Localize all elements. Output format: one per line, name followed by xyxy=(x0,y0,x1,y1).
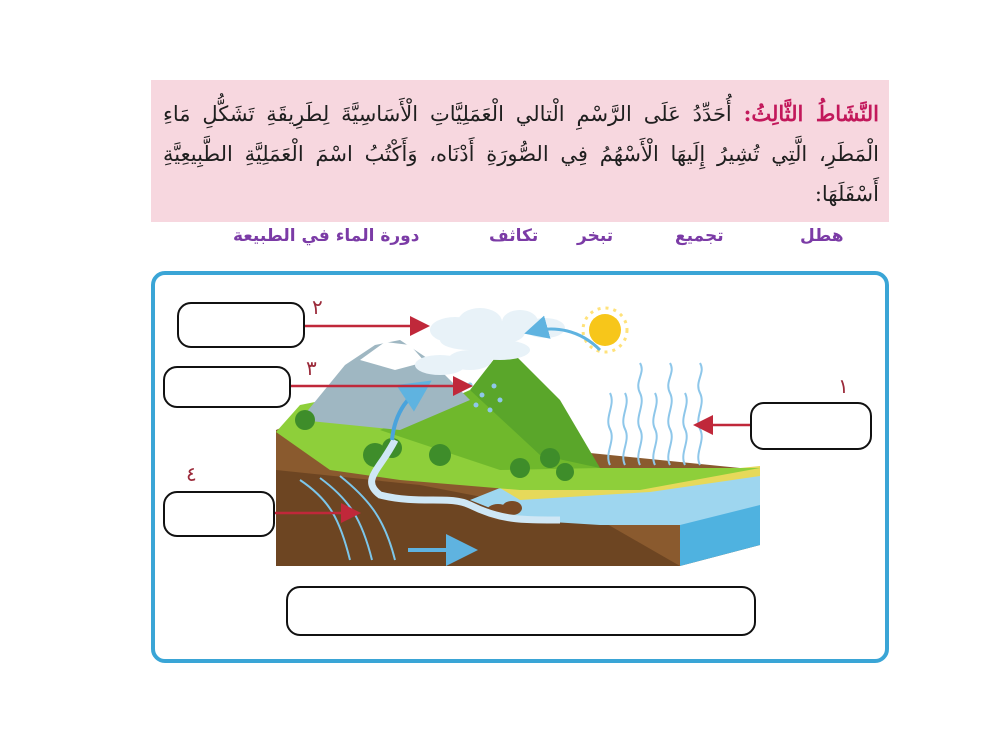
word-bank-item-water-cycle[interactable]: دورة الماء في الطبيعة xyxy=(233,226,420,246)
answer-box-3[interactable] xyxy=(163,366,291,408)
activity-text: أُحَدِّدُ عَلَى الرَّسْمِ الْتالي الْعَمَلِيَّاتِ الْأَسَاسِيَّةَ لِطَرِيقَةِ تَشَكُّلِ مَاءِ الْمَطَرِ، الَّتِي تُشِيرُ إِلَيهَا الْأَسْهُمُ فِي الصُّورَةِ أَدْنَاه، وَأَكْتُبُ اسْمَ الْعَمَلِيَّةِ الطَّبِيعِيَّةِ أَسْفَلَهَا: xyxy=(163,102,879,206)
answer-box-2[interactable] xyxy=(177,302,305,348)
answer-box-1[interactable] xyxy=(750,402,872,450)
word-bank-item-evaporation[interactable]: تبخر xyxy=(577,226,614,246)
answer-box-title[interactable] xyxy=(286,586,756,636)
evaporation-waves xyxy=(608,363,701,465)
label-number-3: ٣ xyxy=(306,356,317,380)
word-bank-item-collection[interactable]: تجميع xyxy=(675,226,724,246)
sun-icon xyxy=(589,314,621,346)
word-bank-item-precipitation[interactable]: هطل xyxy=(800,226,844,246)
word-bank-item-condensation[interactable]: تكاثف xyxy=(489,226,539,246)
label-number-4: ٤ xyxy=(186,462,197,486)
label-number-1: ١ xyxy=(838,374,849,398)
label-number-2: ٢ xyxy=(312,295,323,319)
activity-title: النَّشَاطُ الثَّالِثُ: xyxy=(743,101,879,126)
answer-box-4[interactable] xyxy=(163,491,275,537)
